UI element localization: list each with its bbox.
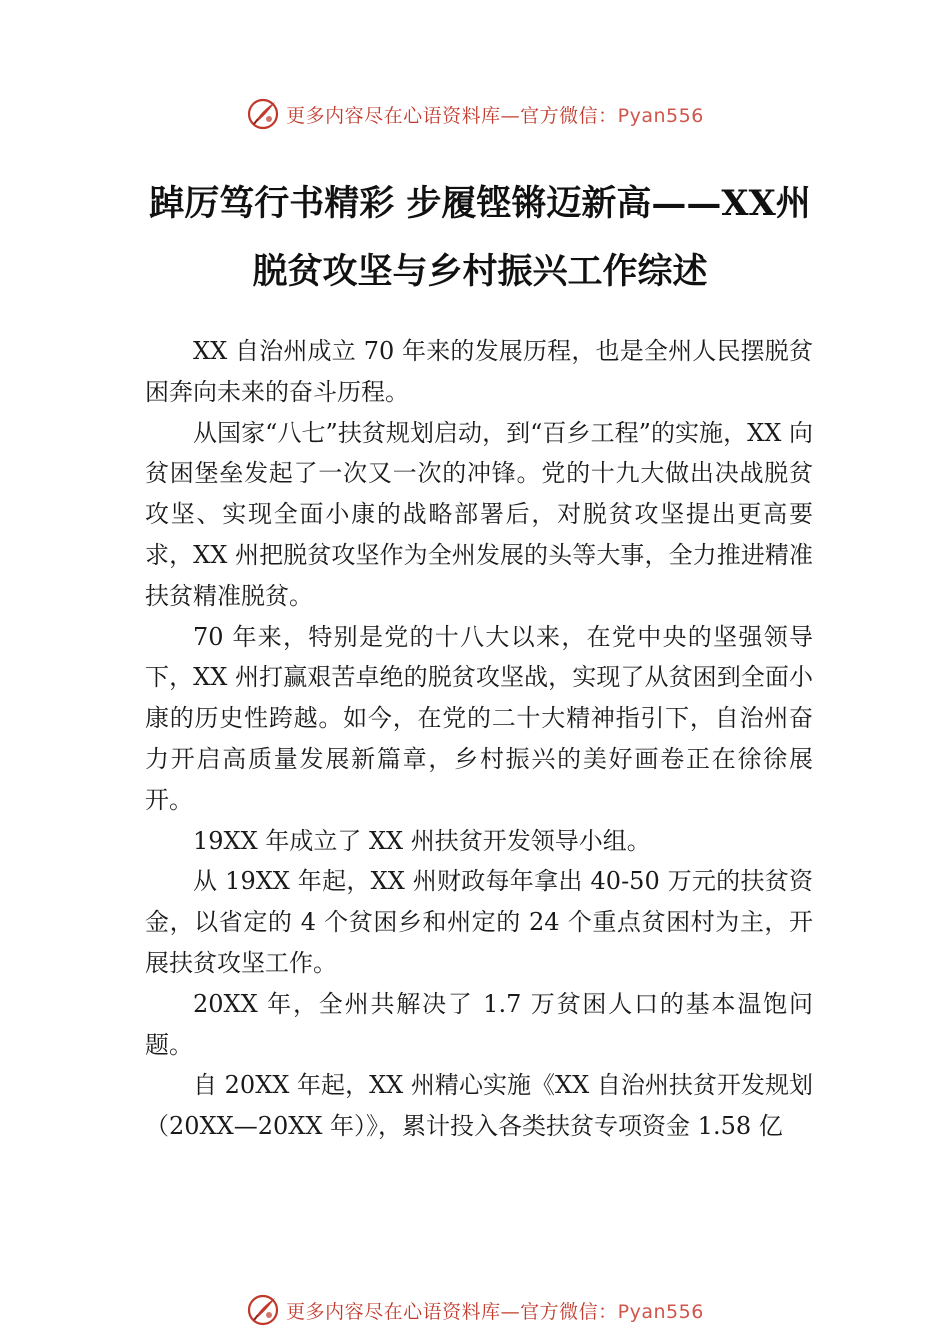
paragraph: 20XX 年，全州共解决了 1.7 万贫困人口的基本温饱问题。	[145, 989, 813, 1059]
document-body	[145, 331, 813, 1147]
quill-pen-logo-icon	[246, 97, 280, 131]
paragraph: 从国家“八七”扶贫规划启动，到“百乡工程”的实施，XX 向贫困堡垒发起了一次又一次的冲锋。党的十九大做出决战脱贫攻坚、实现全面小康的战略部署后，对脱贫攻坚提出更高要求，XX 州把脱贫攻坚作为全州发展的头等大事，全力推进精准扶贫精准脱贫。	[145, 418, 813, 610]
footer-banner-text: 更多内容尽在心语资料库—官方微信：Pyan556	[286, 1300, 704, 1323]
header-banner-text: 更多内容尽在心语资料库—官方微信：Pyan556	[286, 104, 704, 127]
paragraph: 自 20XX 年起，XX 州精心实施《XX 自治州扶贫开发规划（20XX—20XX 年）》，累计投入各类扶贫专项资金 1.58 亿	[145, 1071, 813, 1141]
footer-banner	[0, 1290, 950, 1330]
paragraph: XX 自治州成立 70 年来的发展历程，也是全州人民摆脱贫困奔向未来的奋斗历程。	[145, 337, 813, 406]
header-banner	[0, 94, 950, 134]
paragraph: 从 19XX 年起，XX 州财政每年拿出 40-50 万元的扶贫资金，以省定的 4 个贫困乡和州定的 24 个重点贫困村为主，开展扶贫攻坚工作。	[145, 867, 813, 977]
document-title: 踔厉笃行书精彩 步履铿锵迈新高——XX州脱贫攻坚与乡村振兴工作综述	[149, 183, 811, 292]
header-wechat-id: Pyan556	[617, 104, 704, 127]
paragraph: 19XX 年成立了 XX 州扶贫开发领导小组。	[193, 826, 651, 855]
footer-wechat-id: Pyan556	[617, 1300, 704, 1323]
quill-pen-logo-icon	[246, 1293, 280, 1327]
paragraph: 70 年来，特别是党的十八大以来，在党中央的坚强领导下，XX 州打赢艰苦卓绝的脱贫攻坚战，实现了从贫困到全面小康的历史性跨越。如今，在党的二十大精神指引下，自治州奋力开启高质量发展新篇章，乡村振兴的美好画卷正在徐徐展开。	[145, 622, 813, 814]
